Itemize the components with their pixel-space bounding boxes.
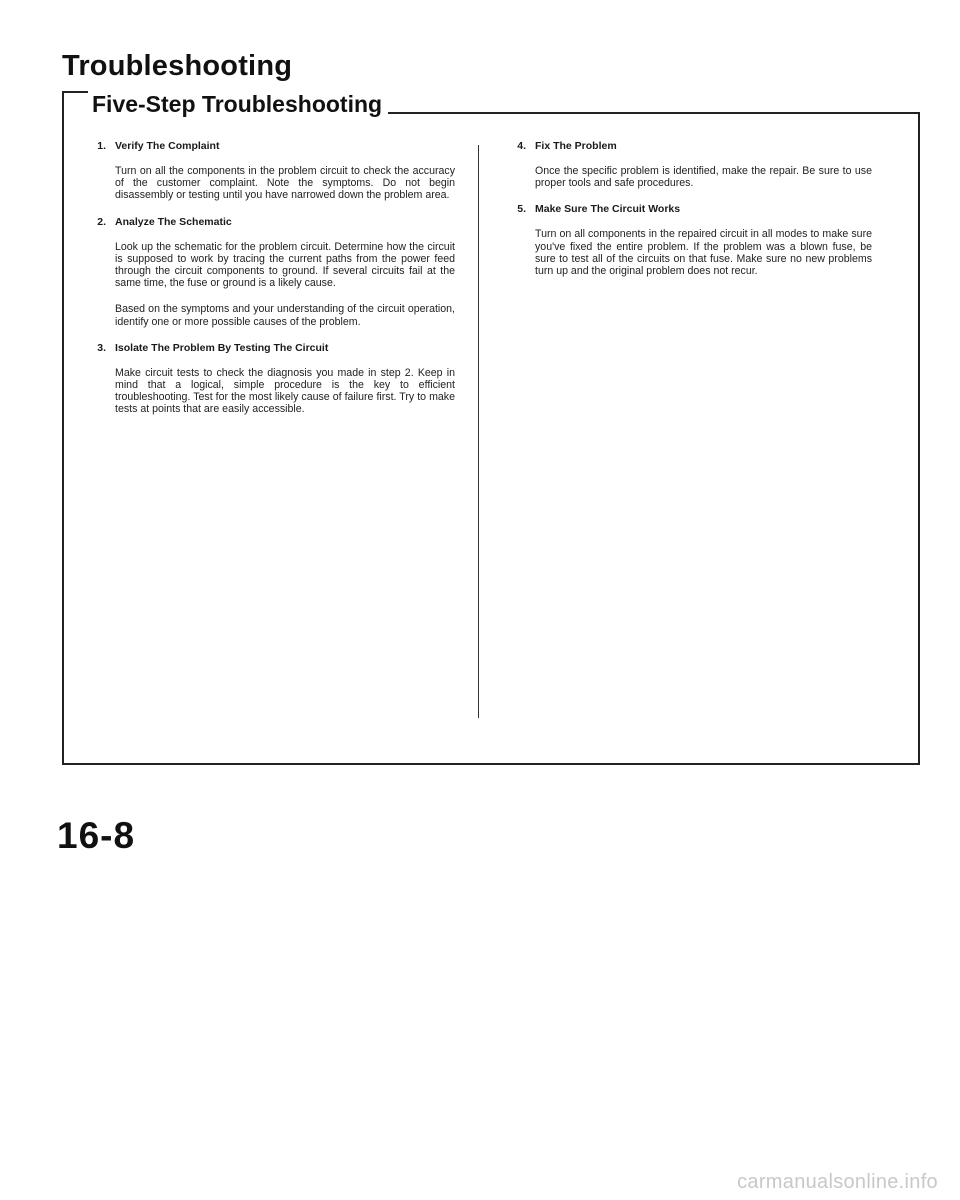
frame-top-rule-left [62, 91, 88, 93]
step-body [535, 165, 872, 189]
step-title: Analyze The Schematic [115, 215, 232, 228]
step-number: 4. [517, 140, 526, 152]
step-number: 1. [97, 140, 106, 152]
step-body [115, 165, 455, 202]
step-number: 2. [97, 215, 106, 228]
step-number: 5. [517, 203, 526, 216]
step-paragraph: Turn on all components in the repaired circuit in all modes to make sure you've fixed the entire problem. If the problem was a blown fuse, be sure to test all of the circuits on that fuse. Make sure no new problems turn up and the original problem does not recur. [535, 228, 872, 278]
step-3 [80, 342, 455, 416]
step-paragraph: Turn on all the components in the problem circuit to check the accuracy of the customer complaint. Note the symptoms. Do not begin disassembly or testing until you have narrowed down the problem area. [115, 165, 455, 202]
frame-corner [62, 91, 64, 113]
step-body [115, 367, 455, 416]
step-paragraph: Look up the schematic for the problem circuit. Determine how the circuit is supposed to work by tracing the current paths from the power feed through the circuit components to ground. If several circuits fail at the same time, the fuse or ground is a likely cause. [115, 240, 455, 290]
step-heading [80, 140, 455, 152]
frame-top-rule-right [380, 112, 920, 114]
right-column [500, 140, 872, 291]
column-divider [478, 145, 479, 718]
step-title: Verify The Complaint [115, 140, 220, 152]
step-5 [500, 203, 872, 277]
step-heading [80, 216, 455, 228]
step-2 [80, 216, 455, 328]
step-title: Isolate The Problem By Testing The Circuit [115, 341, 329, 354]
step-number: 3. [97, 341, 106, 354]
step-body [115, 241, 455, 328]
step-paragraph: Once the specific problem is identified, make the repair. Be sure to use proper tools and safe procedures. [535, 165, 872, 190]
step-heading [500, 203, 872, 215]
site-watermark: carmanualsonline.info [737, 1171, 938, 1193]
step-4 [500, 140, 872, 189]
page-number: 16-8 [57, 815, 136, 856]
section-title: Five-Step Troubleshooting [92, 91, 388, 118]
page-title: Troubleshooting [62, 50, 293, 82]
step-paragraph: Make circuit tests to check the diagnosis you made in step 2. Keep in mind that a logical, simple procedure is the key to efficient troubleshooting. Test for the most likely cause of failure first. Try to make tests at points that are easily accessible. [115, 366, 455, 416]
step-heading [500, 140, 872, 152]
left-column [80, 140, 455, 430]
step-title: Make Sure The Circuit Works [535, 203, 681, 216]
step-heading [80, 342, 455, 354]
step-1 [80, 140, 455, 202]
step-paragraph: Based on the symptoms and your understanding of the circuit operation, identify one or more possible causes of the problem. [115, 303, 455, 328]
step-title: Fix The Problem [535, 140, 617, 152]
step-body [535, 228, 872, 277]
